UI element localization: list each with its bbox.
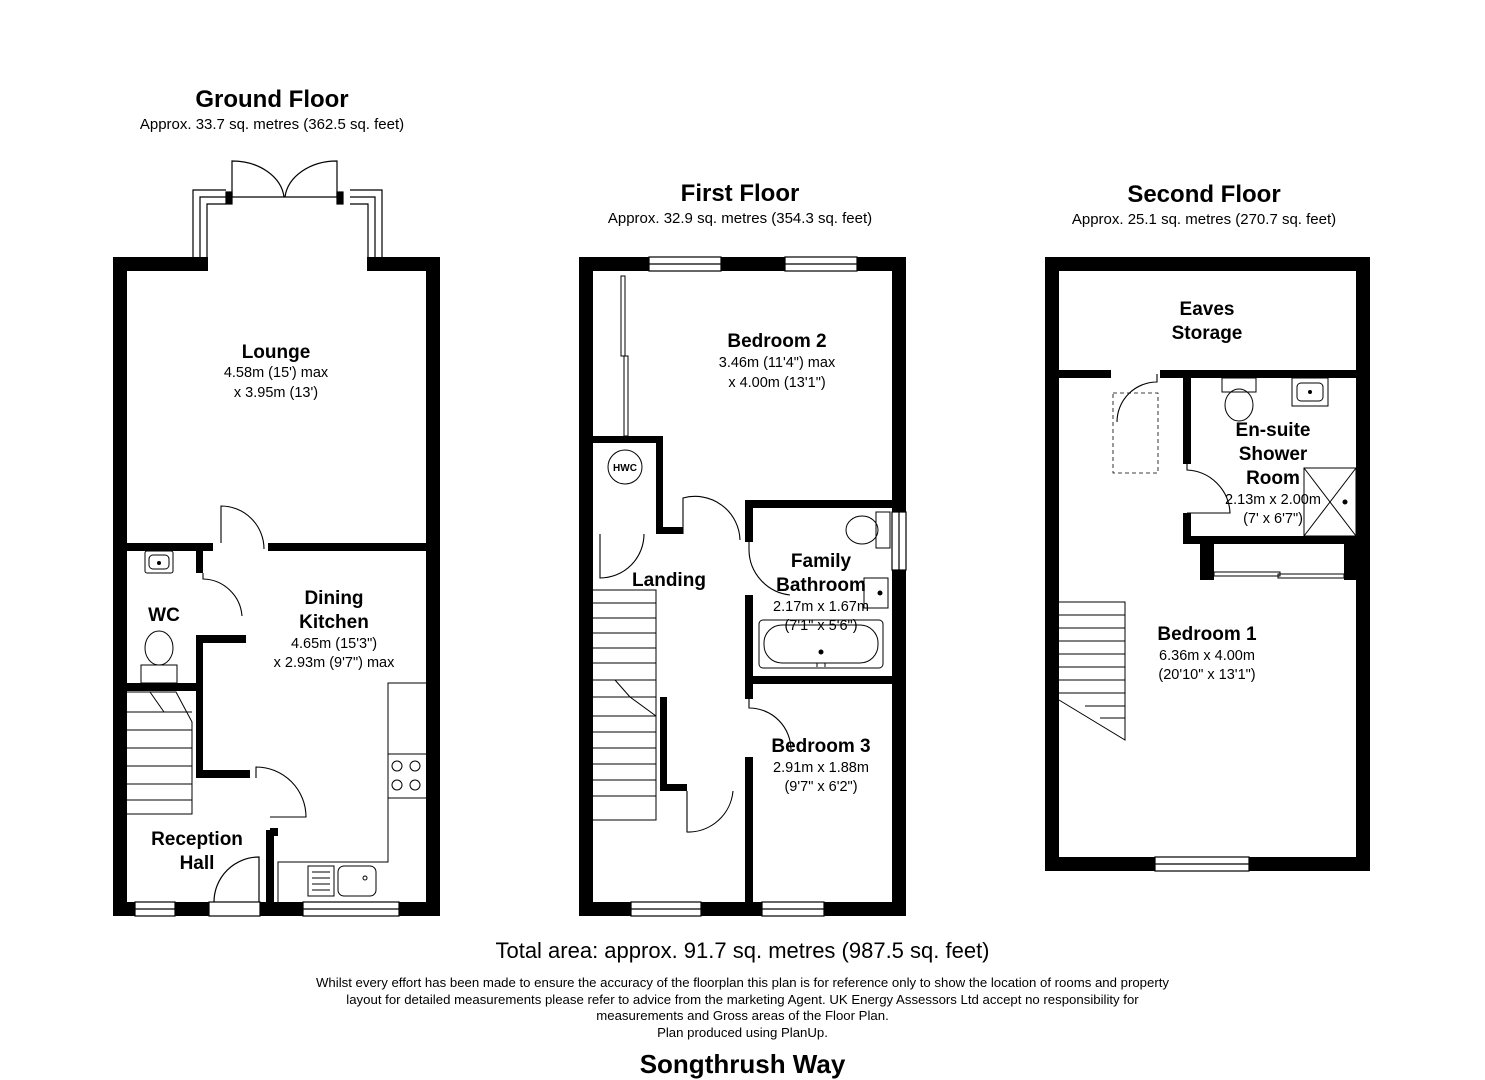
hot-water-cylinder [608,450,642,484]
property-address: Songthrush Way [639,1049,846,1079]
room-dimensions: (20'10" x 13'1") [1158,667,1256,683]
room-name: Lounge [241,342,311,363]
room-label-reception-hall [151,829,243,874]
hwc-label: HWC [613,463,637,474]
room-dimensions: (7'1" x 5'6") [784,618,858,634]
room-name: Bedroom 2 [727,331,827,352]
room-name: Bedroom 3 [771,736,871,757]
room-dimensions: 4.58m (15') max [223,365,329,381]
room-label-bedroom-3 [771,736,870,795]
total-area: Total area: approx. 91.7 sq. metres (987.5 sq. feet) [495,938,990,963]
bedroom-1-wardrobe [1214,572,1344,578]
room-dimensions: x 4.00m (13'1") [728,375,826,391]
first-floor-plan [579,180,906,916]
room-dimensions: (9'7" x 6'2") [784,779,858,795]
room-name: WC [148,605,180,626]
ground-floor-staircase [127,692,192,814]
room-name: Room [1246,468,1300,489]
room-name: Landing [632,570,706,591]
room-label-lounge [224,342,329,401]
room-label-bedroom-2 [719,331,836,391]
room-label-landing [632,570,706,591]
room-label-family-bathroom [773,551,869,634]
second-floor-area: Approx. 25.1 sq. metres (270.7 sq. feet) [1071,211,1337,228]
room-label-wc [148,605,180,626]
second-floor-windows [1155,857,1249,871]
ground-floor-area: Approx. 33.7 sq. metres (362.5 sq. feet) [139,116,405,133]
room-name: Eaves [1179,299,1235,320]
disclaimer-line: layout for detailed measurements please refer to advice from the marketing Agent. UK Energy Assessors Ltd accept no responsibility for [346,991,1139,1007]
room-dimensions: 2.17m x 1.67m [773,599,869,615]
room-dimensions: x 2.93m (9'7") max [273,655,395,671]
room-dimensions: 6.36m x 4.00m [1159,648,1255,664]
room-name: Bedroom 1 [1157,624,1257,645]
first-floor-area: Approx. 32.9 sq. metres (354.3 sq. feet) [607,210,873,227]
room-name: Hall [179,853,215,874]
disclaimer-line: measurements and Gross areas of the Floor Plan. [596,1008,889,1023]
room-label-eaves-storage [1172,299,1243,344]
second-floor-doors [1113,374,1230,513]
room-dimensions: 2.91m x 1.88m [773,760,869,776]
disclaimer [0,975,1485,1041]
room-name: Kitchen [299,612,369,633]
second-floor-title: Second Floor [1127,181,1281,208]
room-dimensions: 4.65m (15'3") [290,636,378,652]
disclaimer-line: Plan produced using PlanUp. [657,1024,828,1040]
room-name: Dining [304,588,364,609]
room-dimensions: x 3.95m (13') [233,385,319,401]
wardrobe-doors [621,276,628,436]
ground-floor-bay-window [193,161,382,257]
second-floor-plan [1045,181,1370,871]
room-name: Storage [1171,323,1243,344]
room-dimensions: (7' x 6'7") [1243,511,1303,527]
front-door[interactable] [209,857,260,916]
first-floor-title: First Floor [680,180,800,207]
room-label-bedroom-1 [1157,624,1257,683]
room-name: Family [790,551,852,572]
second-floor-staircase [1059,602,1125,740]
ground-floor-plan [113,86,440,916]
second-floor-walls [1045,257,1370,871]
room-dimensions: 2.13m x 2.00m [1225,492,1321,508]
room-label-dining-kitchen [274,588,395,671]
first-floor-doors [600,496,791,832]
room-name: En-suite [1235,420,1311,441]
room-name: Reception [151,829,243,850]
ground-floor-title: Ground Floor [195,86,349,113]
room-label-en-suite [1225,420,1321,527]
room-name: Bathroom [776,575,866,596]
room-dimensions: 3.46m (11'4") max [718,355,836,371]
disclaimer-line: Whilst every effort has been made to ensure the accuracy of the floorplan this plan is for reference only to show the location of rooms and property [315,975,1169,990]
room-name: Shower [1238,444,1308,465]
first-floor-staircase [593,590,656,820]
